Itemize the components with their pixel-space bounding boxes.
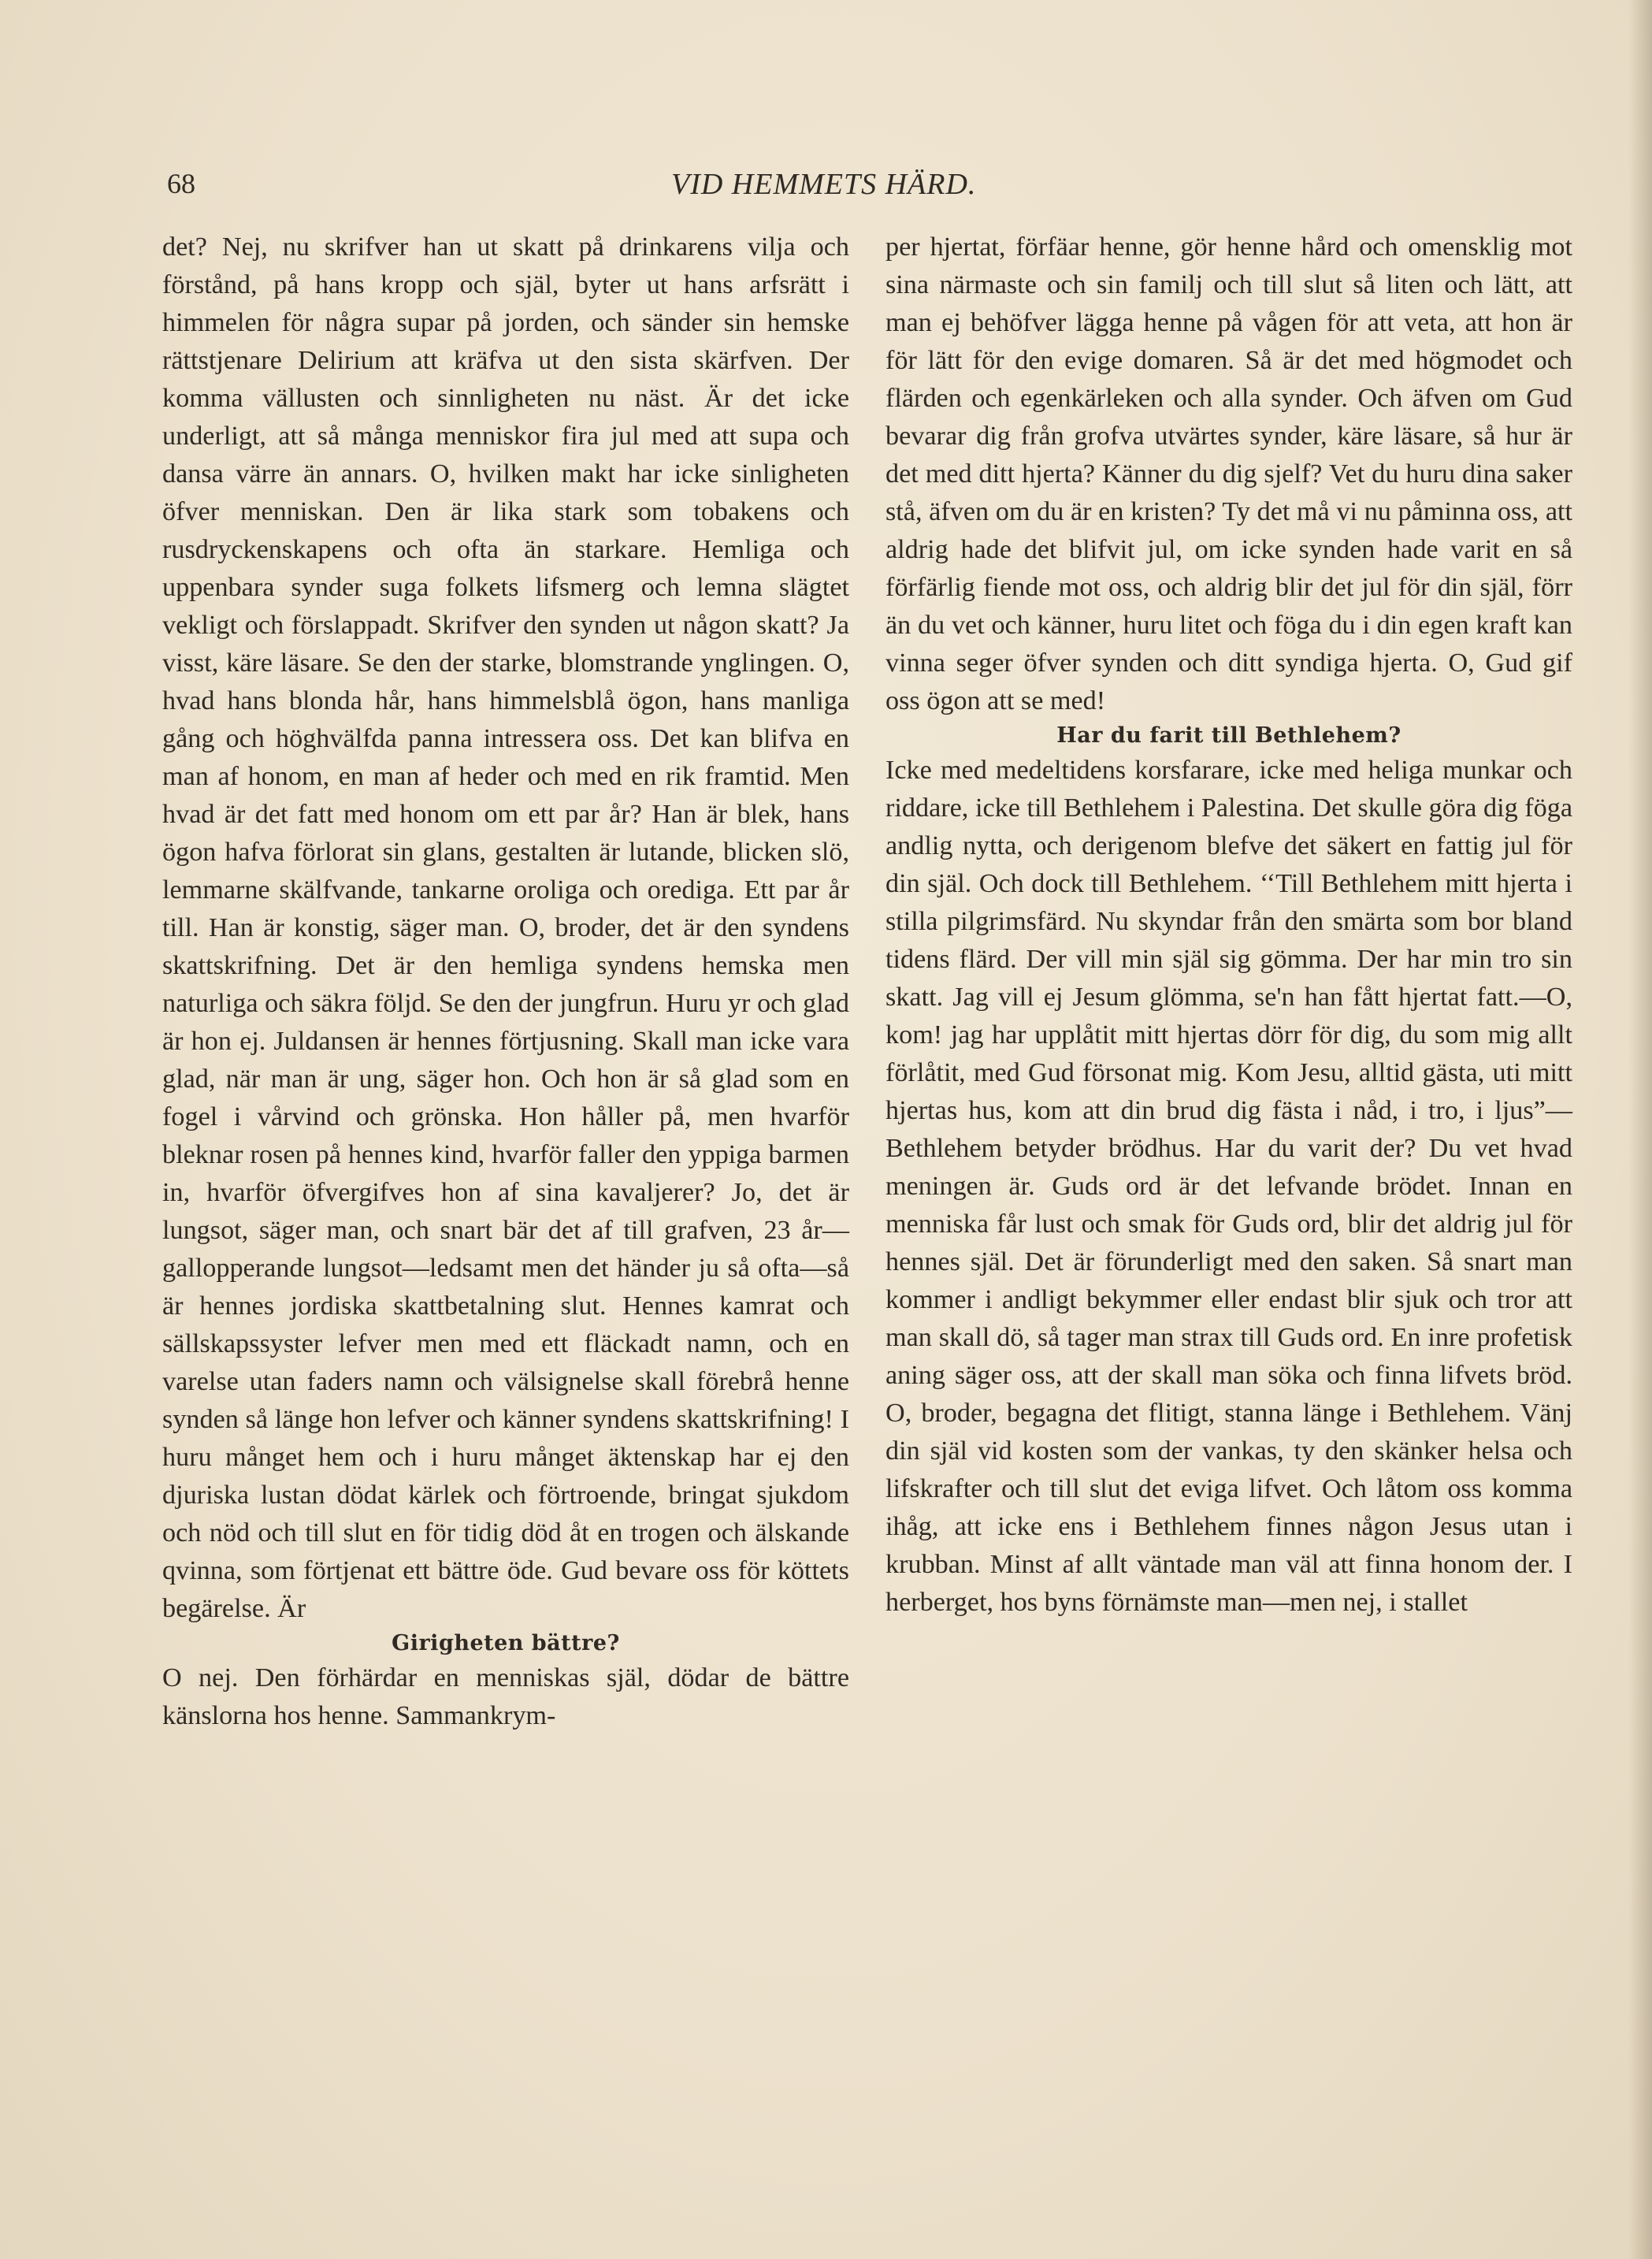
page-header	[167, 167, 1585, 206]
subheading-bethlehem: Har du farit till Bethlehem?	[1056, 723, 1401, 748]
right-column	[885, 229, 1572, 1622]
left-paragraph-2: O nej. Den förhärdar en menniskas själ, dödar de bättre känslorna hos henne. Sammankrym-	[162, 1663, 849, 1730]
right-paragraph-2: Icke med medeltidens korsfarare, icke med heliga munkar och riddare, icke till Bethlehem i Palestina. Det skulle göra dig föga andlig nytta, och derigenom blefve det säkert en fattig jul för din själ. Och dock till Bethlehem. ‘‘Till Bethlehem mitt hjerta i stilla pilgrimsfärd. Nu skyndar från den smärta som bor bland tidens flärd. Der vill min själ sig gömma. Der har min tro sin skatt. Jag vill ej Jesum glömma, se'n han fått hjertat fatt.—O, kom! jag har upplåtit mitt hjertas dörr för dig, du som mig allt förlåtit, med Gud försonat mig. Kom Jesu, alltid gästa, uti mitt hjertas hus, kom att din brud dig fästa i nåd, i tro, i ljus”—Bethlehem betyder brödhus. Har du varit der? Du vet hvad meningen är. Guds ord är det lefvande brödet. Innan en menniska får lust och smak för Guds ord, blir det aldrig jul för hennes själ. Det är förunderligt med den saken. Så snart man kommer i andligt bekymmer eller endast blir sjuk och tror att man skall dö, så tager man strax till Guds ord. En inre profetisk aning säger oss, att der skall man söka och finna lifvets bröd. O, broder, begagna det flitigt, stanna länge i Bethlehem. Vänj din själ vid kosten som der vankas, ty den skänker helsa och lifskrafter och till slut det eviga lifvet. Och låtom oss komma ihåg, att icke ens i Bethlehem finnes någon Jesus utan i krubban. Minst af allt väntade man väl att finna honom der. I herberget, hos byns förnämste man—men nej, i stallet	[885, 756, 1572, 1617]
left-paragraph-1: det? Nej, nu skrifver han ut skatt på drinkarens vilja och förstånd, på hans kropp och själ, byter ut hans arfsrätt i himmelen för några supar på jorden, och sänder sin hemske rättstjenare Delirium att kräfva ut den sista skärfven. Der komma vällusten och sinnligheten nu näst. Är det icke underligt, att så många menniskor fira jul med att supa och dansa värre än annars. O, hvilken makt har icke sinligheten öfver menniskan. Den är lika stark som tobakens och rusdryckenskapens och ofta än starkare. Hemliga och uppenbara synder suga folkets lifsmerg och lemna slägtet vekligt och förslappadt. Skrifver den synden ut någon skatt? Ja visst, käre läsare. Se den der starke, blomstrande ynglingen. O, hvad hans blonda hår, hans himmelsblå ögon, hans manliga gång och höghvälfda panna intressera oss. Det kan blifva en man af honom, en man af heder och med en rik framtid. Men hvad är det fatt med honom om ett par år? Han är blek, hans ögon hafva förlorat sin glans, gestalten är lutande, blicken slö, lemmarne skälfvande, tankarne oroliga och orediga. Ett par år till. Han är konstig, säger man. O, broder, det är den syndens skattskrifning. Det är den hemliga syndens hemska men naturliga och säkra följd. Se den der jungfrun. Huru yr och glad är hon ej. Juldansen är hennes förtjusning. Skall man icke vara glad, när man är ung, säger hon. Och hon är så glad som en fogel i vårvind och grönska. Hon håller på, men hvarför bleknar rosen på hennes kind, hvarför faller den yppiga barmen in, hvarför öfvergifves hon af sina kavaljerer? Jo, det är lungsot, säger man, och snart bär det af till grafven, 23 år—gallopperande lungsot—ledsamt men det händer ju så ofta—så är hennes jordiska skattbetalning slut. Hennes kamrat och sällskapssyster lefver men med ett fläckadt namn, och en varelse utan faders namn och välsignelse skall förebrå henne synden så länge hon lefver och känner syndens skattskrifning! I huru månget hem och i huru månget äktenskap har ej den djuriska lustan dödat kärlek och förtroende, bringat sjukdom och nöd och till slut en för tidig död åt en trogen och älskande qvinna, som förtjenat ett bättre öde. Gud bevare oss för köttets begärelse. Är	[162, 232, 849, 1623]
page-number: 68	[167, 168, 195, 199]
right-paragraph-1: per hjertat, förfäar henne, gör henne hård och omensklig mot sina närmaste och sin familj och till slut så liten och lätt, att man ej behöfver lägga henne på vågen för att veta, att hon är för lätt för den evige domaren. Så är det med högmodet och flärden och egenkärleken och alla synder. Och äfven om Gud bevarar dig från grofva utvärtes synder, käre läsare, så hur är det med ditt hjerta? Känner du dig sjelf? Vet du huru dina saker stå, äfven om du är en kristen? Ty det må vi nu påminna oss, att aldrig hade det blifvit jul, om icke synden hade varit en så förfärlig fiende mot oss, och aldrig blir det jul för din själ, förr än du vet och känner, huru litet och föga du i din egen kraft kan vinna seger öfver synden och ditt syndiga hjerta. O, Gud gif oss ögon att se med!	[885, 232, 1572, 715]
running-title: VID HEMMETS HÄRD.	[671, 168, 977, 201]
left-column	[162, 229, 849, 1735]
page-edge-shadow	[1628, 0, 1652, 2259]
subheading-girigheten: Girigheten bättre?	[392, 1631, 620, 1655]
